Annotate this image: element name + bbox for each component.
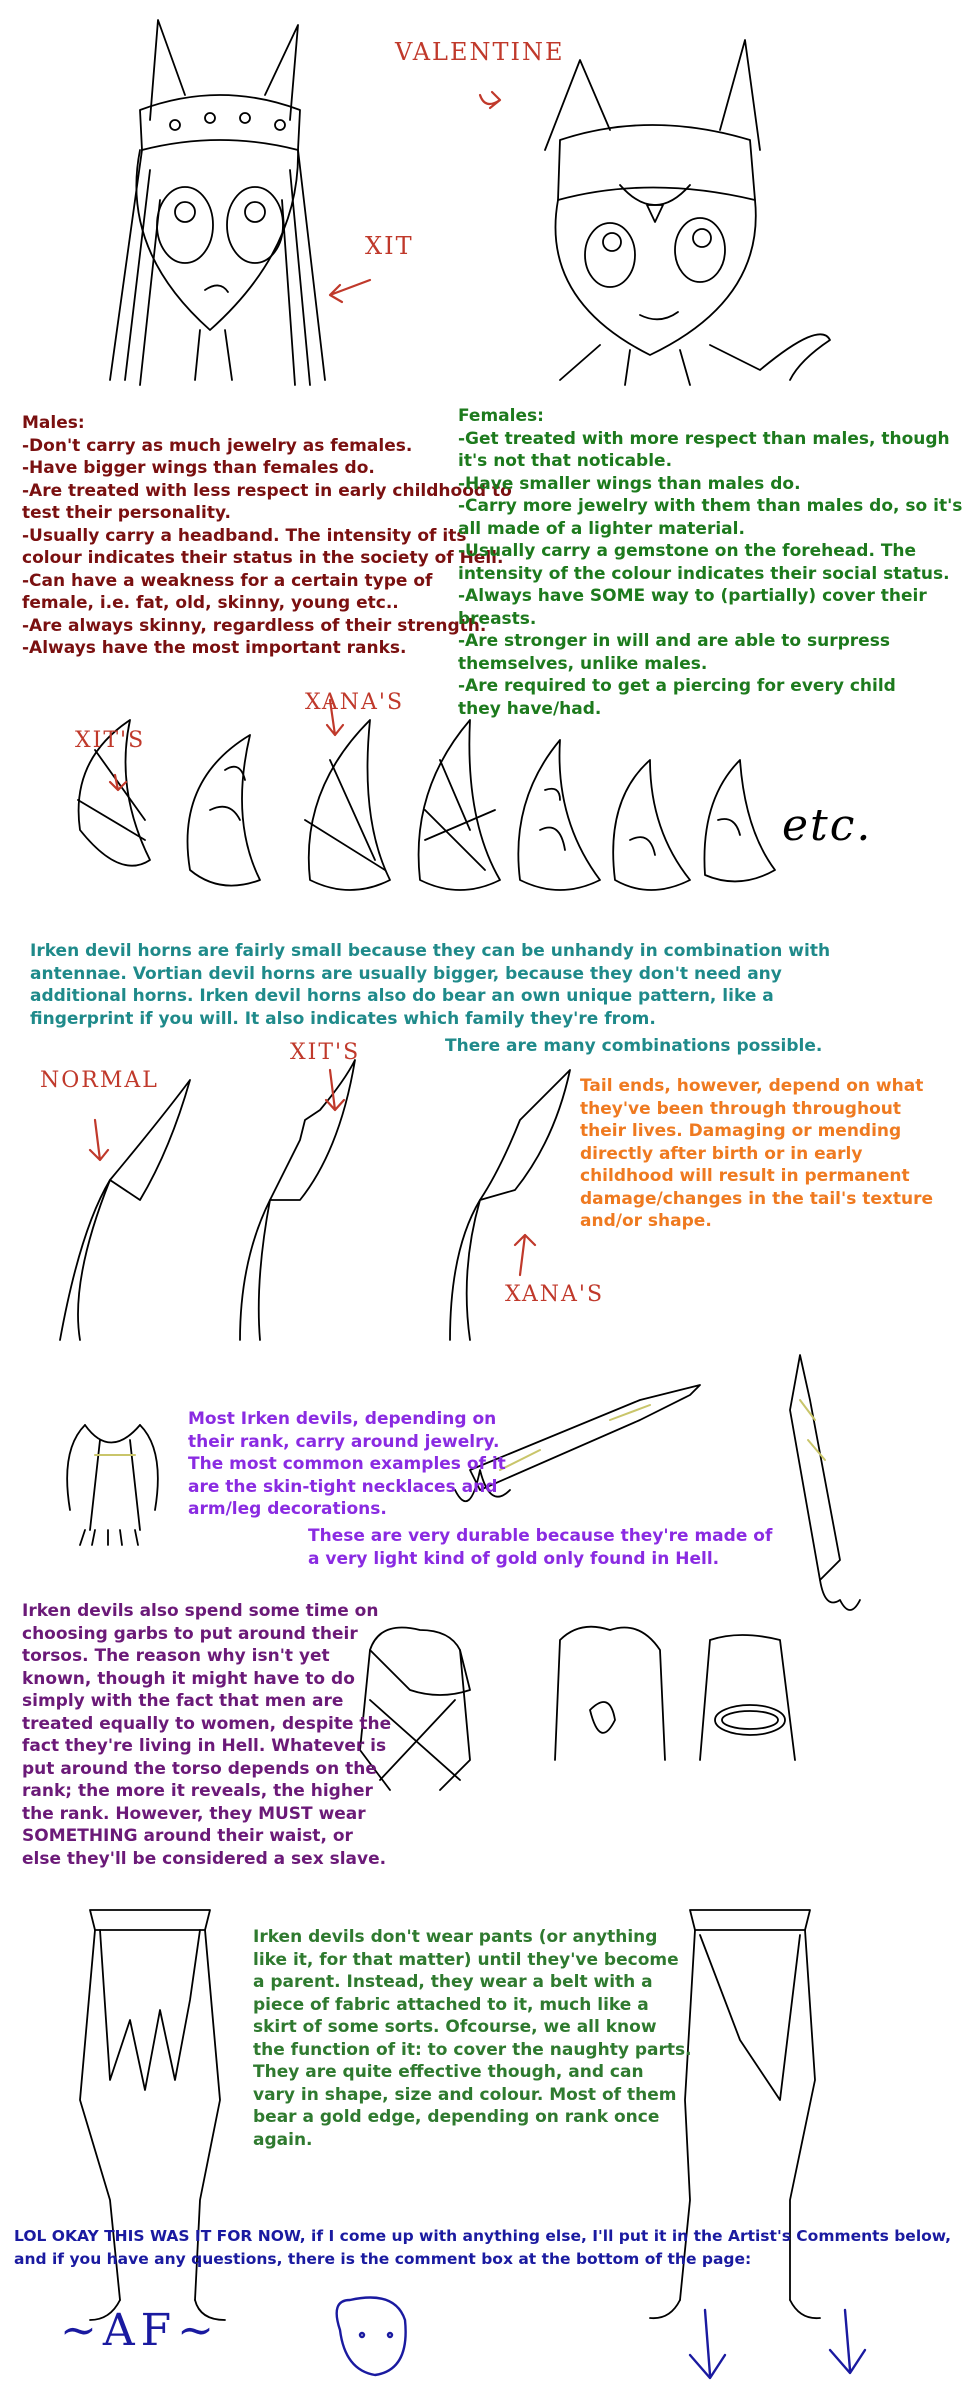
garbs-line: else they'll be considered a sex slave. — [22, 1848, 387, 1869]
males-line: -Don't carry as much jewelry as females. — [22, 435, 413, 456]
xit-label: XIT — [365, 232, 414, 260]
horns-line: additional horns. Irken devil horns also do bear an own unique pattern, like a — [30, 986, 774, 1006]
females-line: breasts. — [458, 608, 537, 629]
signature: ~AF~ — [60, 2305, 221, 2356]
females-line: it's not that noticable. — [458, 451, 673, 471]
females-section — [458, 405, 962, 720]
pants-line: bear a gold edge, depending on rank once — [253, 2107, 660, 2127]
pants-line: a parent. Instead, they wear a belt with a — [253, 1972, 653, 1992]
tails-section — [580, 1075, 933, 1233]
tails-line: Tail ends, however, depend on what — [580, 1076, 924, 1096]
garbs-line: the rank. However, they MUST wear — [22, 1803, 366, 1824]
garbs-section — [22, 1600, 391, 1870]
females-line: themselves, unlike males. — [458, 653, 708, 674]
jewelry-line: their rank, carry around jewelry. — [188, 1431, 500, 1452]
males-line: test their personality. — [22, 503, 231, 523]
pants-section — [253, 1926, 692, 2151]
horns-line: antennae. Vortian devil horns are usually bigger, because they don't need any — [30, 963, 782, 984]
garbs-line: treated equally to women, despite the — [22, 1713, 392, 1734]
garbs-line: choosing garbs to put around their — [22, 1623, 358, 1644]
xanas-horn-label: XANA'S — [305, 690, 405, 715]
valentine-head-sketch — [545, 40, 830, 385]
pants-line: vary in shape, size and colour. Most of them — [253, 2084, 677, 2105]
tails-line: their lives. Damaging or mending — [580, 1121, 902, 1141]
pants-line: piece of fabric attached to it, much like a — [253, 1994, 649, 2015]
footer-line: LOL OKAY THIS WAS IT FOR NOW, if I come up with anything else, I'll put it in the Artist's Comments below, — [14, 2227, 952, 2245]
footer-line: and if you have any questions, there is the comment box at the bottom of the page: — [14, 2249, 752, 2268]
jewelry-durable-note — [308, 1525, 772, 1570]
tails-line: damage/changes in the tail's texture — [580, 1188, 934, 1209]
pants-line: skirt of some sorts. Ofcourse, we all know — [253, 2017, 657, 2037]
jewelry-line: are the skin-tight necklaces and — [188, 1476, 498, 1497]
jewelry-line: a very light kind of gold only found in Hell. — [308, 1548, 720, 1569]
footer-note — [14, 2225, 951, 2270]
garbs-line: known, though it might have to do — [22, 1668, 355, 1689]
males-line: female, i.e. fat, old, skinny, young etc.. — [22, 593, 399, 613]
tails-line: they've been through throughout — [580, 1098, 901, 1119]
pants-line: again. — [253, 2129, 313, 2150]
xits-horn-label: XIT'S — [75, 728, 146, 753]
etc-label: etc. — [782, 800, 873, 851]
tails-line: childhood will result in permanent — [580, 1166, 910, 1186]
females-heading: Females: — [458, 406, 544, 426]
females-line: -Are stronger in will and are able to surpress — [458, 631, 890, 651]
males-section — [22, 412, 512, 660]
garbs-line: SOMETHING around their waist, or — [22, 1826, 353, 1846]
pants-line: the function of it: to cover the naughty parts. — [253, 2039, 692, 2060]
jewelry-line: The most common examples of it — [188, 1454, 506, 1474]
horns-line: fingerprint if you will. It also indicates which family they're from. — [30, 1008, 656, 1029]
jewelry-line: These are very durable because they're made of — [308, 1526, 773, 1546]
females-line: -Get treated with more respect than males, though — [458, 428, 950, 449]
xanas-tail-label: XANA'S — [505, 1282, 605, 1307]
females-line: intensity of the colour indicates their social status. — [458, 563, 950, 584]
xits-tail-label: XIT'S — [290, 1040, 361, 1065]
xit-head-sketch — [110, 20, 325, 385]
males-line: -Always have the most important ranks. — [22, 638, 407, 658]
females-line: they have/had. — [458, 698, 602, 719]
horns-section — [30, 940, 830, 1030]
garbs-line: rank; the more it reveals, the higher — [22, 1781, 373, 1801]
males-line: -Have bigger wings than females do. — [22, 458, 375, 478]
garbs-line: put around the torso depends on the — [22, 1758, 377, 1779]
footer-doodles — [337, 2298, 865, 2379]
females-line: -Are required to get a piercing for every child — [458, 676, 896, 696]
pants-line: They are quite effective though, and can — [253, 2062, 644, 2082]
torso-sketches — [360, 1627, 795, 1790]
females-line: -Always have SOME way to (partially) cover their — [458, 586, 927, 606]
males-line: -Can have a weakness for a certain type of — [22, 570, 433, 591]
males-heading: Males: — [22, 413, 85, 433]
horns-extra: There are many combinations possible. — [445, 1036, 823, 1056]
garbs-line: simply with the fact that men are — [22, 1691, 344, 1711]
females-line: -Usually carry a gemstone on the forehead. The — [458, 541, 917, 561]
garbs-line: fact they're living in Hell. Whatever is — [22, 1736, 387, 1756]
horns-line: Irken devil horns are fairly small because they can be unhandy in combination with — [30, 941, 831, 961]
males-line: -Usually carry a headband. The intensity of its — [22, 525, 467, 546]
normal-tail-label: NORMAL — [40, 1068, 159, 1093]
tail-sketches — [60, 1060, 570, 1340]
females-line: -Have smaller wings than males do. — [458, 473, 801, 494]
tails-line: directly after birth or in early — [580, 1143, 863, 1164]
valentine-label: VALENTINE — [395, 38, 565, 66]
garbs-line: Irken devils also spend some time on — [22, 1601, 379, 1621]
jewelry-line: Most Irken devils, depending on — [188, 1409, 497, 1429]
pants-line: like it, for that matter) until they've become — [253, 1949, 679, 1970]
jewelry-section — [188, 1408, 506, 1521]
horn-sketches — [78, 700, 775, 890]
females-line: -Carry more jewelry with them than males do, so it's — [458, 496, 962, 516]
jewelry-line: arm/leg decorations. — [188, 1499, 387, 1519]
males-line: -Are always skinny, regardless of their strength. — [22, 615, 487, 636]
tails-line: and/or shape. — [580, 1211, 712, 1231]
garbs-line: torsos. The reason why isn't yet — [22, 1646, 330, 1666]
males-line: -Are treated with less respect in early childhood to — [22, 480, 512, 501]
pants-line: Irken devils don't wear pants (or anything — [253, 1927, 658, 1947]
males-line: colour indicates their status in the society of Hell. — [22, 548, 504, 568]
females-line: all made of a lighter material. — [458, 518, 745, 539]
